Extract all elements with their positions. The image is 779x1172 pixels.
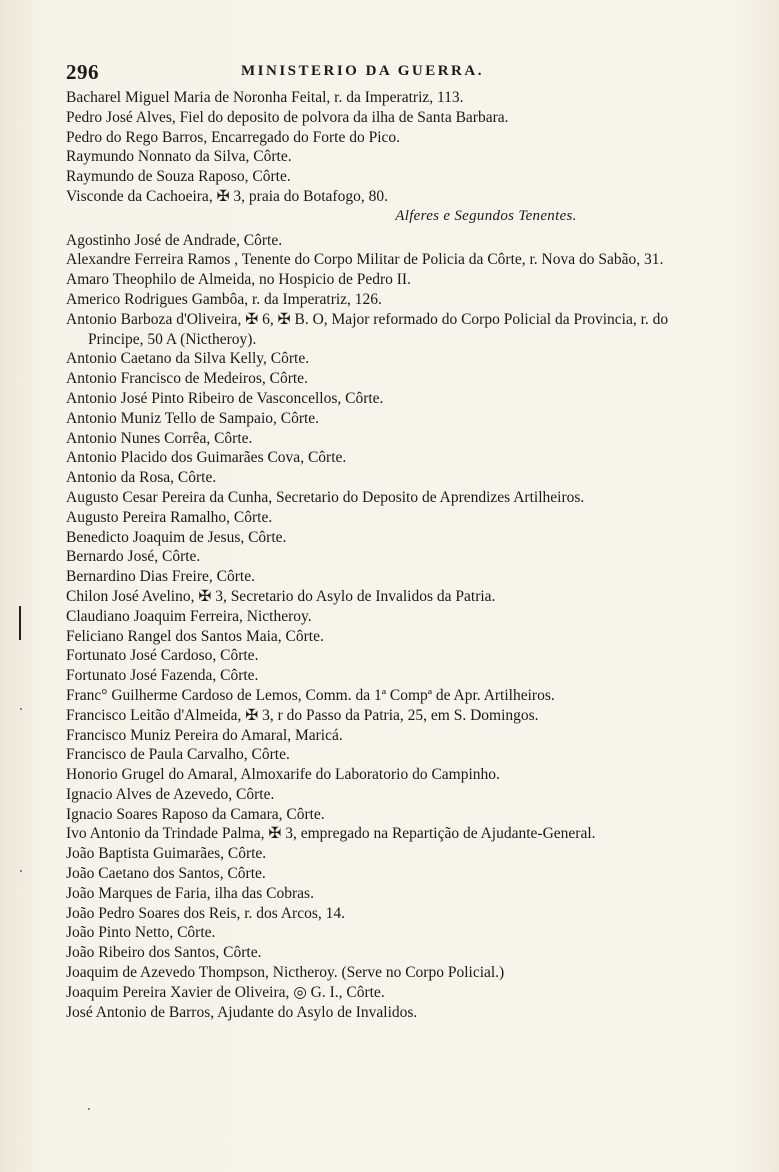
list-item: Chilon José Avelino, ✠ 3, Secretario do Asylo de Invalidos da Patria. bbox=[66, 587, 496, 605]
list-item: Ivo Antonio da Trindade Palma, ✠ 3, empregado na Repartição de Ajudante-General. bbox=[66, 825, 596, 843]
list-item: Antonio Placido dos Guimarães Cova, Côrte. bbox=[66, 449, 347, 467]
list-item: Agostinho José de Andrade, Côrte. bbox=[66, 231, 283, 249]
margin-mark bbox=[19, 606, 21, 640]
paper-speck bbox=[20, 870, 22, 872]
page-header bbox=[66, 60, 726, 88]
list-item: Antonio Francisco de Medeiros, Côrte. bbox=[66, 370, 308, 388]
list-item: Augusto Pereira Ramalho, Côrte. bbox=[66, 508, 273, 526]
list-item: Amaro Theophilo de Almeida, no Hospicio de Pedro II. bbox=[66, 271, 411, 289]
section-subheading: Alferes e Segundos Tenentes. bbox=[395, 207, 577, 224]
list-item: Alexandre Ferreira Ramos , Tenente do Corpo Militar de Policia da Côrte, r. Nova do Sabão, 31. bbox=[66, 251, 664, 269]
paper-speck bbox=[88, 1108, 90, 1110]
list-item: Ignacio Alves de Azevedo, Côrte. bbox=[66, 785, 275, 803]
list-item: João Marques de Faria, ilha das Cobras. bbox=[66, 884, 314, 902]
list-item: Antonio Barboza d'Oliveira, ✠ 6, ✠ B. O, Major reformado do Corpo Policial da Provincia, r. do Principe, 50 A (Nictheroy). bbox=[66, 310, 669, 348]
list-item: Antonio José Pinto Ribeiro de Vasconcellos, Côrte. bbox=[66, 389, 384, 407]
list-item: Joaquim de Azevedo Thompson, Nictheroy. (Serve no Corpo Policial.) bbox=[66, 964, 505, 982]
list-item: Americo Rodrigues Gambôa, r. da Imperatriz, 126. bbox=[66, 290, 382, 308]
running-title: MINISTERIO DA GUERRA. bbox=[241, 63, 484, 79]
list-item: Pedro José Alves, Fiel do deposito de polvora da ilha de Santa Barbara. bbox=[66, 108, 509, 126]
list-item: João Baptista Guimarães, Côrte. bbox=[66, 845, 267, 863]
list-item: Joaquim Pereira Xavier de Oliveira, ◎ G. I., Côrte. bbox=[66, 983, 385, 1001]
list-item: Antonio da Rosa, Côrte. bbox=[66, 469, 217, 487]
list-item: Benedicto Joaquim de Jesus, Côrte. bbox=[66, 528, 287, 546]
page-number: 296 bbox=[66, 60, 99, 84]
list-item: Bacharel Miguel Maria de Noronha Feital, r. da Imperatriz, 113. bbox=[66, 89, 464, 106]
list-item: Claudiano Joaquim Ferreira, Nictheroy. bbox=[66, 607, 312, 625]
list-item: João Caetano dos Santos, Côrte. bbox=[66, 865, 266, 883]
list-item: Francisco Leitão d'Almeida, ✠ 3, r do Passo da Patria, 25, em S. Domingos. bbox=[66, 706, 539, 724]
list-item: João Pinto Netto, Côrte. bbox=[66, 924, 216, 942]
list-item: Pedro do Rego Barros, Encarregado do Forte do Pico. bbox=[66, 128, 401, 146]
list-item: Fortunato José Fazenda, Côrte. bbox=[66, 667, 259, 685]
list-item: Francisco de Paula Carvalho, Côrte. bbox=[66, 746, 290, 764]
list-item: Visconde da Cachoeira, ✠ 3, praia do Botafogo, 80. bbox=[66, 187, 388, 205]
paper-speck bbox=[20, 708, 22, 710]
list-item: José Antonio de Barros, Ajudante do Asylo de Invalidos. bbox=[66, 1003, 418, 1021]
list-item: Feliciano Rangel dos Santos Maia, Côrte. bbox=[66, 627, 324, 645]
list-item: Honorio Grugel do Amaral, Almoxarife do Laboratorio do Campinho. bbox=[66, 766, 500, 784]
list-item: Francisco Muniz Pereira do Amaral, Maricá. bbox=[66, 726, 343, 744]
section-main bbox=[66, 231, 726, 1023]
list-item: Raymundo de Souza Raposo, Côrte. bbox=[66, 168, 291, 186]
list-item: Antonio Nunes Corrêa, Côrte. bbox=[66, 429, 253, 447]
list-item: Fortunato José Cardoso, Côrte. bbox=[66, 647, 259, 665]
list-item: Antonio Caetano da Silva Kelly, Côrte. bbox=[66, 350, 310, 368]
entries-list bbox=[66, 88, 726, 1022]
list-item: Raymundo Nonnato da Silva, Côrte. bbox=[66, 148, 292, 166]
list-item: João Pedro Soares dos Reis, r. dos Arcos, 14. bbox=[66, 904, 345, 922]
list-item: João Ribeiro dos Santos, Côrte. bbox=[66, 944, 262, 962]
list-item: Ignacio Soares Raposo da Camara, Côrte. bbox=[66, 805, 325, 823]
list-item: Bernardo José, Côrte. bbox=[66, 548, 201, 566]
section-top bbox=[66, 88, 726, 207]
list-item: Augusto Cesar Pereira da Cunha, Secretario do Deposito de Aprendizes Artilheiros. bbox=[66, 488, 585, 506]
list-item: Bernardino Dias Freire, Côrte. bbox=[66, 568, 255, 586]
list-item: Franc° Guilherme Cardoso de Lemos, Comm. da 1ª Compª de Apr. Artilheiros. bbox=[66, 686, 555, 704]
list-item: Antonio Muniz Tello de Sampaio, Côrte. bbox=[66, 409, 320, 427]
